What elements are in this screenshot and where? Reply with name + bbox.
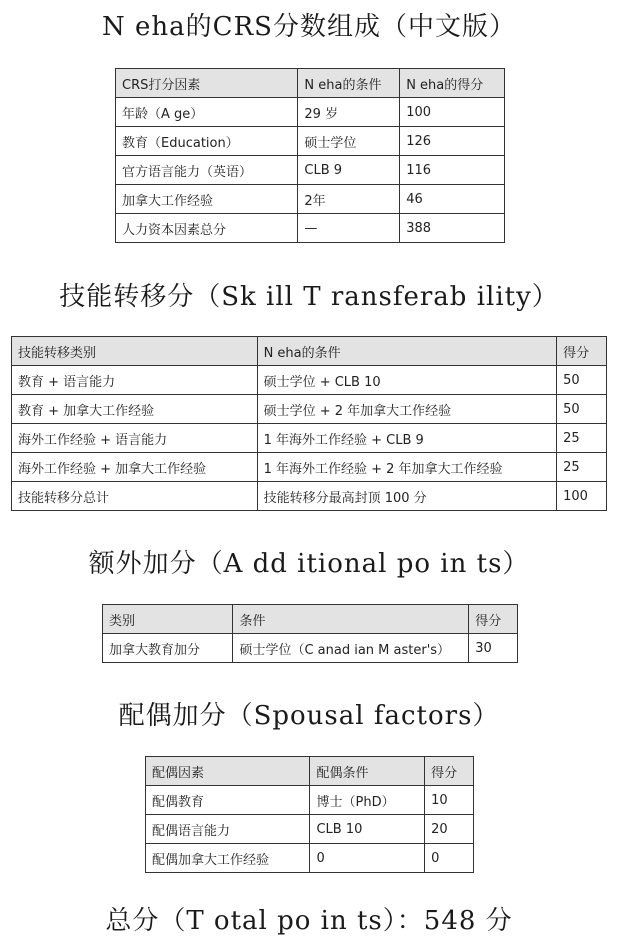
column-header: 配偶因素 <box>146 757 310 786</box>
table-cell: 硕士学位 <box>298 127 400 156</box>
page-title: N eha的CRS分数组成（中文版） <box>102 12 516 42</box>
crs-table <box>115 68 505 243</box>
table-cell: 0 <box>310 844 425 873</box>
table-cell: 海外工作经验 + 加拿大工作经验 <box>12 453 258 482</box>
table-cell: 教育 + 加拿大工作经验 <box>12 395 258 424</box>
table-row <box>146 844 474 873</box>
table-cell: 配偶加拿大工作经验 <box>146 844 310 873</box>
table-row <box>146 786 474 815</box>
table-cell: 官方语言能力（英语） <box>116 156 298 185</box>
table-cell: CLB 10 <box>310 815 425 844</box>
table-row <box>116 185 505 214</box>
table-cell: 配偶教育 <box>146 786 310 815</box>
table-header-row <box>103 605 518 634</box>
table-cell: — <box>298 214 400 243</box>
table-cell: 硕士学位 + 2 年加拿大工作经验 <box>257 395 557 424</box>
table-cell: 30 <box>469 634 518 663</box>
table-cell: 教育（Education） <box>116 127 298 156</box>
table-cell: 人力资本因素总分 <box>116 214 298 243</box>
column-header: N eha的条件 <box>257 337 557 366</box>
table-cell: 技能转移分总计 <box>12 482 258 511</box>
table-row <box>12 482 607 511</box>
table-cell: 硕士学位 + CLB 10 <box>257 366 557 395</box>
table-cell: 硕士学位（C anad ian M aster's） <box>233 634 469 663</box>
table-cell: CLB 9 <box>298 156 400 185</box>
table-cell: 46 <box>400 185 505 214</box>
table-row <box>12 424 607 453</box>
table-header-row <box>146 757 474 786</box>
table-cell: 技能转移分最高封顶 100 分 <box>257 482 557 511</box>
table-row <box>116 214 505 243</box>
column-header: 条件 <box>233 605 469 634</box>
column-header: N eha的得分 <box>400 69 505 98</box>
additional-points-table <box>102 604 518 663</box>
table-cell: 388 <box>400 214 505 243</box>
column-header: 技能转移类别 <box>12 337 258 366</box>
table-cell: 教育 + 语言能力 <box>12 366 258 395</box>
table-cell: 10 <box>425 786 474 815</box>
table-cell: 0 <box>425 844 474 873</box>
table-row <box>116 98 505 127</box>
table-row <box>116 156 505 185</box>
table-row <box>12 395 607 424</box>
column-header: 类别 <box>103 605 233 634</box>
table-cell: 1 年海外工作经验 + CLB 9 <box>257 424 557 453</box>
table-header-row <box>116 69 505 98</box>
table-cell: 年龄（A ge） <box>116 98 298 127</box>
table-cell: 2年 <box>298 185 400 214</box>
spousal-factors-table <box>145 756 474 873</box>
column-header: N eha的条件 <box>298 69 400 98</box>
table-cell: 100 <box>557 482 607 511</box>
column-header: 得分 <box>425 757 474 786</box>
column-header: 得分 <box>469 605 518 634</box>
table-cell: 配偶语言能力 <box>146 815 310 844</box>
table-cell: 海外工作经验 + 语言能力 <box>12 424 258 453</box>
table-cell: 博士（PhD） <box>310 786 425 815</box>
table-row <box>103 634 518 663</box>
table-row <box>12 366 607 395</box>
column-header: CRS打分因素 <box>116 69 298 98</box>
table-cell: 加拿大教育加分 <box>103 634 233 663</box>
table-row <box>116 127 505 156</box>
skill-transferability-table <box>11 336 607 511</box>
spousal-factors-heading: 配偶加分（Spousal factors） <box>118 701 500 731</box>
total-points: 总分（T otal po in ts）：548 分 <box>105 906 513 936</box>
table-cell: 25 <box>557 453 607 482</box>
table-cell: 加拿大工作经验 <box>116 185 298 214</box>
table-cell: 116 <box>400 156 505 185</box>
table-cell: 1 年海外工作经验 + 2 年加拿大工作经验 <box>257 453 557 482</box>
table-cell: 126 <box>400 127 505 156</box>
table-row <box>146 815 474 844</box>
table-cell: 29 岁 <box>298 98 400 127</box>
column-header: 配偶条件 <box>310 757 425 786</box>
table-cell: 25 <box>557 424 607 453</box>
table-cell: 20 <box>425 815 474 844</box>
table-cell: 100 <box>400 98 505 127</box>
table-cell: 50 <box>557 395 607 424</box>
table-cell: 50 <box>557 366 607 395</box>
column-header: 得分 <box>557 337 607 366</box>
skill-transferability-heading: 技能转移分（Sk ill T ransferab ility） <box>59 282 559 312</box>
table-row <box>12 453 607 482</box>
table-header-row <box>12 337 607 366</box>
additional-points-heading: 额外加分（A dd itional po in ts） <box>88 549 530 579</box>
